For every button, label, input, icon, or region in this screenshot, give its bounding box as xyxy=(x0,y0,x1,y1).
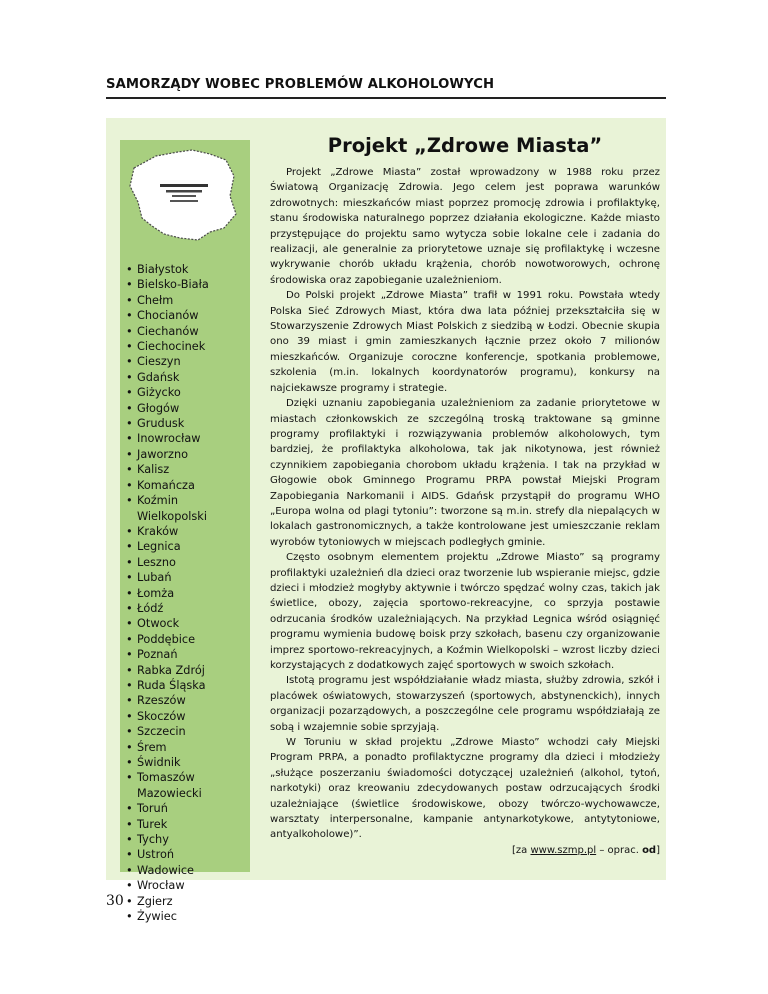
city-list-item: • Lubań xyxy=(124,570,248,585)
city-list-item: • Chocianów xyxy=(124,308,248,323)
page-number: 30 xyxy=(106,893,124,909)
city-list-item: • Skoczów xyxy=(124,709,248,724)
article-paragraph: Istotą programu jest współdziałanie władz miasta, służby zdrowia, szkół i placówek oświatowych, stowarzyszeń (sportowych, abstynenckich), innych organizacji pozarządowych, a poszczególne cele programu współdziałają ze sobą i wzajemnie sobie sprzyjają. xyxy=(270,675,660,733)
city-list-item: • Leszno xyxy=(124,555,248,570)
city-list-item: • Ruda Śląska xyxy=(124,678,248,693)
city-list-item: • Rzeszów xyxy=(124,693,248,708)
source-note xyxy=(270,843,660,858)
city-list-item: • Grudusk xyxy=(124,416,248,431)
city-list-item: • Śrem xyxy=(124,740,248,755)
city-list-item: • Toruń xyxy=(124,801,248,816)
city-list-item: • Żywiec xyxy=(124,909,248,924)
city-list-item: • Tychy xyxy=(124,832,248,847)
city-list-item: • Poddębice xyxy=(124,632,248,647)
city-list-item: • Kalisz xyxy=(124,462,248,477)
poland-map-icon xyxy=(126,146,242,246)
city-list-item: • Świdnik xyxy=(124,755,248,770)
city-list-item: • Ustroń xyxy=(124,847,248,862)
city-list-item: • Szczecin xyxy=(124,724,248,739)
source-prefix: [za xyxy=(512,844,531,856)
city-list-item: • Wadowice xyxy=(124,863,248,878)
city-list-item: • Wrocław xyxy=(124,878,248,893)
city-list-item: • Turek xyxy=(124,817,248,832)
city-list-item: • Ciechanów xyxy=(124,324,248,339)
article-paragraph: Często osobnym elementem projektu „Zdrowe Miasto” są programy profilaktyki uzależnień dla dzieci oraz tworzenie lub wspieranie miejsc, gdzie dzieci i młodzież mogłyby aktywnie i twórczo spędzać wolny czas, takich jak świetlice, obozy, zajęcia sportowo-rekreacyjne, co sprzyja postawie odrzucania środków uzależniających. Na przykład Legnica wśród osiągnięć programu wymienia budowę boisk przy szkołach, basenu czy organizowanie imprez sportowo-rekreacyjnych, a Koźmin Wielkopolski – wzrost liczby dzieci korzystających z dodatkowych zajęć sportowych w swoich szkołach. xyxy=(270,552,660,671)
running-header: SAMORZĄDY WOBEC PROBLEMÓW ALKOHOLOWYCH xyxy=(106,77,495,92)
article-title: Projekt „Zdrowe Miasta” xyxy=(327,134,603,157)
city-list-item: • Giżycko xyxy=(124,385,248,400)
city-list-item: • Kraków xyxy=(124,524,248,539)
city-list-item: • Łomża xyxy=(124,586,248,601)
city-list-item: • Białystok xyxy=(124,262,248,277)
article-paragraph: Projekt „Zdrowe Miasta” został wprowadzony w 1988 roku przez Światową Organizację Zdrowia. Jego celem jest poprawa warunków zdrowotnych: mieszkańców miast poprzez promocję zdrowia i profilaktykę, stanu środowiska naturalnego poprzez działania ekologiczne. Każde miasto przystępujące do projektu samo wytycza sobie lokalne cele i zadania do realizacji, ale generalnie za priorytetowe uznaje się profilaktykę i wczesne wykrywanie chorób układu krążenia, chorób nowotworowych, ochronę środowiska oraz zapobieganie uzależnieniom. xyxy=(270,167,660,286)
article-paragraph: Dzięki uznaniu zapobiegania uzależnieniom za zadanie priorytetowe w miastach członkowskich ze szczególną troską traktowane są gminne programy profilaktyki i rozwiązywania problemów alkoholowych, tym bardziej, że profilaktyka alkoholowa, tak jak nikotynowa, jest również czynnikiem zapobiegania chorobom układu krążenia. I tak na przykład w Głogowie obok Gminnego Programu PRPA powstał Miejski Program Zapobiegania Narkomanii i AIDS. Gdańsk przystąpił do programu WHO „Europa wolna od plagi tytoniu”: tworzone są m.in. strefy dla niepalących w lokalach gastronomicznych, a także kontrolowane jest umieszczanie reklam wyrobów tytoniowych w miejscach podległych gminie. xyxy=(270,398,660,548)
city-list-item: • Głogów xyxy=(124,401,248,416)
article-body xyxy=(270,165,660,858)
city-list xyxy=(124,262,248,924)
city-list-item: • Bielsko-Biała xyxy=(124,277,248,292)
source-author: od xyxy=(642,844,657,856)
source-link[interactable]: www.szmp.pl xyxy=(530,844,597,856)
city-list-item: • Rabka Zdrój xyxy=(124,663,248,678)
city-list-item: • Jaworzno xyxy=(124,447,248,462)
city-list-item: • Poznań xyxy=(124,647,248,662)
source-middle: – oprac. xyxy=(596,844,643,856)
city-list-item: • Zgierz xyxy=(124,894,248,909)
healthy-cities-logo-icon xyxy=(126,146,242,246)
source-suffix: ] xyxy=(656,844,660,856)
city-list-item: • Otwock xyxy=(124,616,248,631)
article-paragraph: Do Polski projekt „Zdrowe Miasta” trafił w 1991 roku. Powstała wtedy Polska Sieć Zdrowych Miast, która dwa lata później przekształciła się w Stowarzyszenie Zdrowych Miast Polskich z siedzibą w Łodzi. Obecnie skupia ono 39 miast i gmin zamieszkanych łącznie przez około 7 milionów mieszkańców. Organizuje coroczne konferencje, spotkania problemowe, szkolenia (m.in. lokalnych koordynatorów programu), konkursy na najciekawsze programy i strategie. xyxy=(270,290,660,394)
city-list-item: • Gdańsk xyxy=(124,370,248,385)
city-list-item: • Komańcza xyxy=(124,478,248,493)
article-paragraph: W Toruniu w skład projektu „Zdrowe Miasto” wchodzi cały Miejski Program PRPA, a ponadto profilaktyczne programy dla dzieci i młodzieży „służące poszerzaniu świadomości dotyczącej uzależnień (alkohol, tytoń, narkotyki) oraz kreowaniu zdecydowanych postaw odrzucających środki uzależniające (świetlice środowiskowe, obozy twórczo-wychowawcze, warsztaty interpersonalne, kampanie antynarkotykowe, antytytoniowe, antyalkoholowe)”. xyxy=(270,737,660,841)
city-list-item: • Inowrocław xyxy=(124,431,248,446)
city-list-item: • Łódź xyxy=(124,601,248,616)
header-rule xyxy=(106,97,666,99)
city-list-item: • Ciechocinek xyxy=(124,339,248,354)
city-sidebar xyxy=(120,140,250,924)
city-list-item: • Cieszyn xyxy=(124,354,248,369)
city-list-item: • Chełm xyxy=(124,293,248,308)
city-list-item: • Legnica xyxy=(124,539,248,554)
city-list-item: • Koźmin Wielkopolski xyxy=(124,493,248,524)
city-list-item: • Tomaszów Mazowiecki xyxy=(124,770,248,801)
